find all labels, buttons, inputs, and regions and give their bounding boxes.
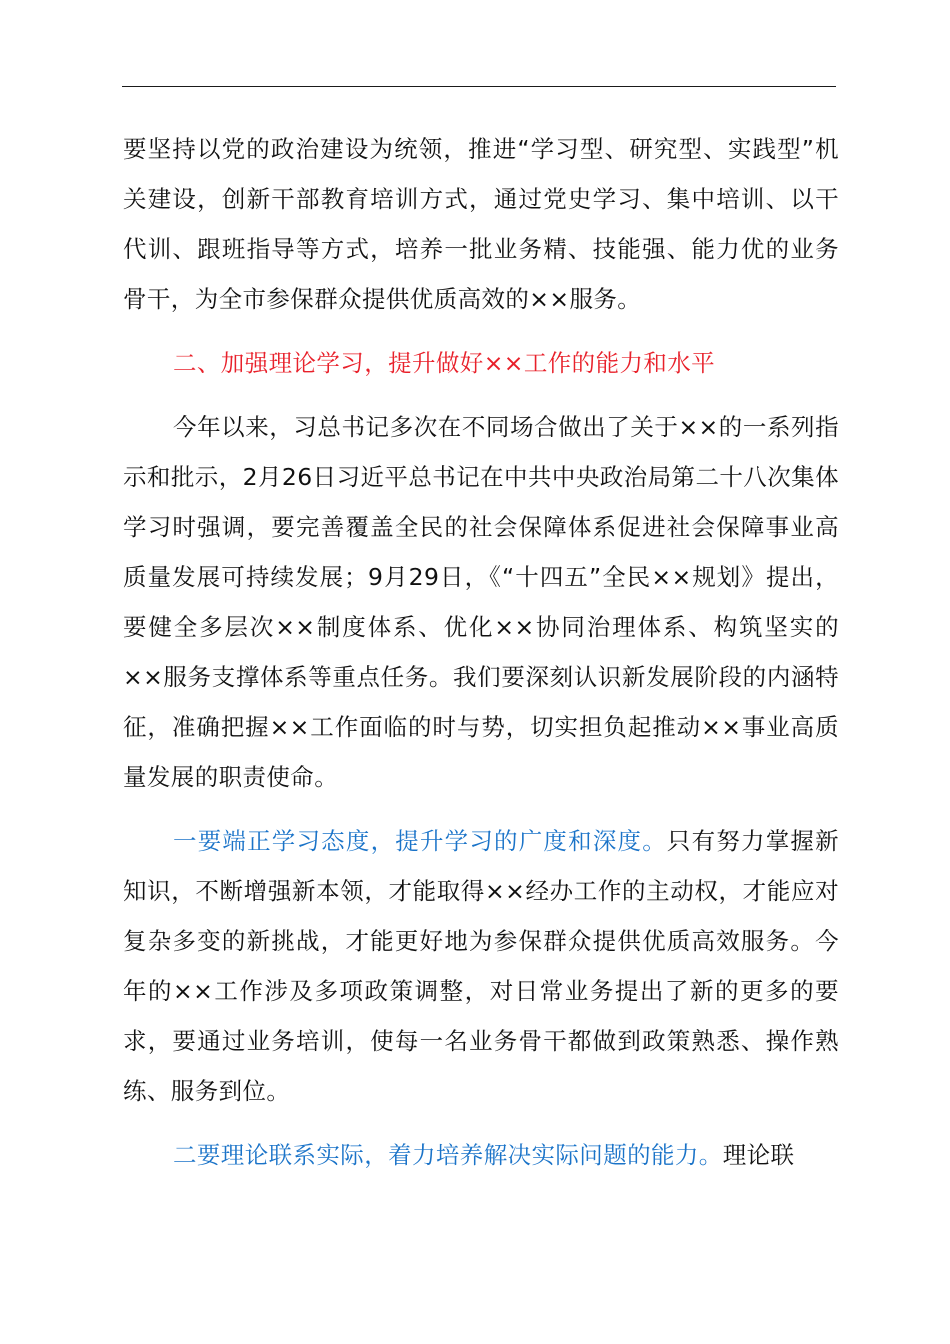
point-two-text: 理论联: [722, 1141, 795, 1169]
paragraph-intro: [123, 124, 839, 324]
paragraph-context: [123, 402, 839, 802]
point-one-text: 只有努力掌握新知识，不断增强新本领，才能取得××经办工作的主动权，才能应对复杂多变的新挑战，才能更好地为参保群众提供优质高效服务。今年的××工作涉及多项政策调整，对日常业务提出了新的更多的要求，要通过业务培训，使每一名业务骨干都做到政策熟悉、操作熟练、服务到位。: [123, 827, 839, 1105]
paragraph-context-text: 今年以来，习总书记多次在不同场合做出了关于××的一系列指示和批示，2月26日习近平总书记在中共中央政治局第二十八次集体学习时强调，要完善覆盖全民的社会保障体系促进社会保障事业高质量发展可持续发展；9月29日，《“十四五”全民××规划》提出，要健全多层次××制度体系、优化××协同治理体系、构筑坚实的××服务支撑体系等重点任务。我们要深刻认识新发展阶段的内涵特征，准确把握××工作面临的时与势，切实担负起推动××事业高质量发展的职责使命。: [123, 413, 839, 791]
paragraph-intro-text: 要坚持以党的政治建设为统领，推进“学习型、研究型、实践型”机关建设，创新干部教育培训方式，通过党史学习、集中培训、以干代训、跟班指导等方式，培养一批业务精、技能强、能力优的业务骨干，为全市参保群众提供优质高效的××服务。: [123, 135, 839, 313]
point-two-lead: 二要理论联系实际，着力培养解决实际问题的能力。: [173, 1141, 723, 1169]
paragraph-point-two: [123, 1130, 839, 1180]
section-heading-text: 二、加强理论学习，提升做好××工作的能力和水平: [173, 349, 716, 377]
section-heading: [123, 338, 839, 388]
paragraph-point-one: [123, 816, 839, 1116]
document-body: [123, 124, 839, 1180]
point-one-lead: 一要端正学习态度，提升学习的广度和深度。: [173, 827, 667, 855]
header-rule: [122, 86, 836, 87]
